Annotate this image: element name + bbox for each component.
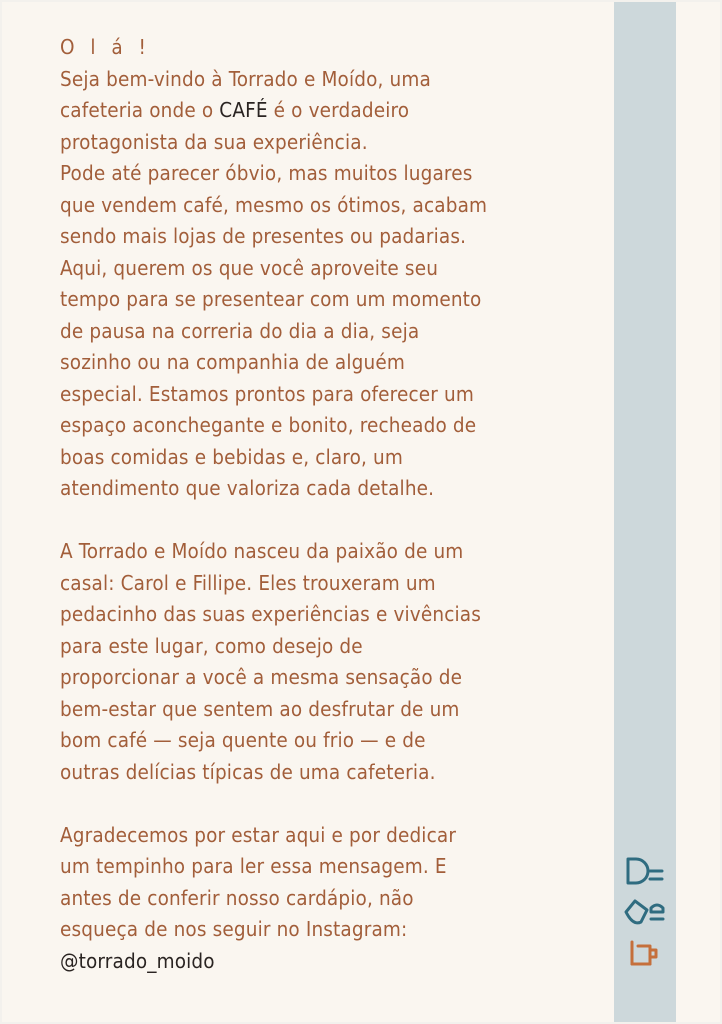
text-segment: cafeteria onde o (60, 98, 220, 122)
text-line: protagonista da sua experiência. (60, 129, 368, 154)
text-line: tempo para se presentear com um momento (60, 287, 482, 311)
text-line: bom café — seja quente ou frio — e de (60, 728, 426, 752)
menu-page (2, 2, 720, 1022)
paragraph-gap (60, 788, 608, 820)
text-line: esqueça de nos seguir no Instagram: (60, 917, 408, 941)
text-line: especial. Estamos prontos para oferecer um (60, 381, 474, 406)
text-segment: é o verdadeiro (267, 98, 410, 122)
text-line: para este lugar, como desejo de (60, 633, 363, 658)
text-line: de pausa na correria do dia a dia, seja (60, 318, 420, 343)
text-line: Seja bem-vindo à Torrado e Moído, uma (60, 66, 431, 91)
text-line: pedacinho das suas experiências e vivências (60, 602, 481, 626)
paragraph-gap (60, 505, 608, 537)
text-line: espaço aconchegante e bonito, recheado de (60, 413, 477, 437)
instagram-handle[interactable]: @torrado_moido (60, 948, 215, 973)
cafe-highlight: CAFÉ (219, 98, 268, 122)
text-line: outras delícias típicas de uma cafeteria. (60, 759, 436, 784)
welcome-text (60, 32, 608, 977)
text-line: casal: Carol e Fillipe. Eles trouxeram um (60, 570, 436, 595)
text-line: sozinho ou na companhia de alguém (60, 350, 405, 374)
cup-icons (621, 854, 669, 974)
text-line: que vendem café, mesmo os ótimos, acabam (60, 192, 488, 217)
text-line: Aqui, querem os que você aproveite seu (60, 255, 439, 280)
cup-side-icon (621, 854, 669, 890)
text-line (60, 95, 608, 127)
text-line: sendo mais lojas de presentes ou padarias. (60, 224, 467, 248)
text-line: bem-estar que sentem ao desfrutar de um (60, 696, 460, 721)
text-line: proporcionar a você a mesma sensação de (60, 665, 463, 689)
text-line: Pode até parecer óbvio, mas muitos lugares (60, 161, 473, 185)
text-line: Agradecemos por estar aqui e por dedicar (60, 822, 457, 847)
mug-icon (621, 934, 669, 974)
text-line: antes de conferir nosso cardápio, não (60, 885, 414, 910)
cup-tilted-icon (621, 890, 669, 934)
text-line: um tempinho para ler essa mensagem. E (60, 854, 447, 878)
text-line: atendimento que valoriza cada detalhe. (60, 476, 435, 500)
greeting: O l á ! (60, 35, 151, 59)
text-line: A Torrado e Moído nasceu da paixão de um (60, 539, 464, 563)
text-line: boas comidas e bebidas e, claro, um (60, 444, 403, 469)
